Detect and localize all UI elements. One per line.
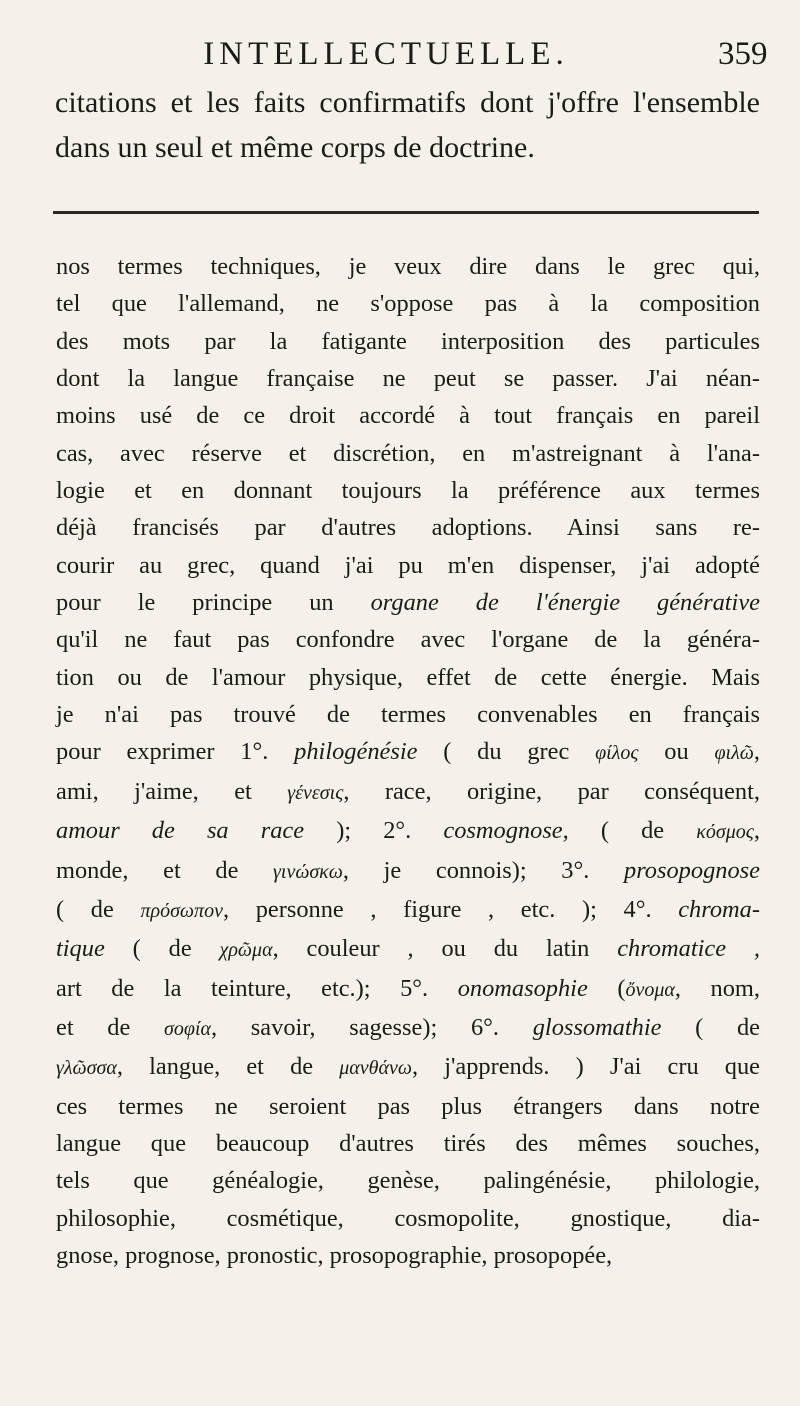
footnote-line — [56, 773, 760, 812]
footnote-line — [56, 970, 760, 1009]
italic-term: tique — [56, 935, 105, 963]
footnote-line: tion ou de l'amour physique, effet de cette énergie. Mais — [56, 663, 760, 691]
footnote-text: monde, et de — [56, 856, 239, 884]
greek-word: γινώσκω — [273, 860, 343, 883]
footnote-text: , savoir, sagesse); 6°. — [211, 1013, 500, 1041]
italic-term: onomasophie — [457, 974, 588, 1002]
greek-word: χρῶμα — [219, 939, 273, 962]
footnote-text: ( de — [695, 1013, 760, 1041]
italic-term: amour de sa race — [56, 817, 305, 845]
footnote-text: , — [753, 738, 760, 766]
footnote-line: des mots par la fatigante interposition des particules — [56, 327, 760, 355]
greek-word: φίλος — [595, 742, 639, 765]
footnote-line — [56, 812, 760, 851]
footnote-line: nos termes techniques, je veux dire dans le grec qui, — [56, 253, 760, 280]
footnote-text: art de la teinture, etc.); 5°. — [56, 974, 429, 1002]
footnote-line: tel que l'allemand, ne s'oppose pas à la composition — [56, 290, 760, 318]
footnote-text: ( de — [132, 935, 192, 963]
footnote-text: , nom, — [674, 974, 760, 1002]
italic-term: glossomathie — [532, 1013, 662, 1041]
footnote-text: pour le principe un — [56, 589, 334, 617]
footnote-line: langue que beaucoup d'autres tirés des mêmes souches, — [56, 1129, 760, 1157]
footnote-text: et de — [56, 1013, 131, 1041]
footnote-line — [56, 1048, 760, 1087]
footnote-text: , — [753, 817, 760, 845]
footnote-line: gnose, prognose, pronostic, prosopographie, prosopopée, — [56, 1241, 613, 1269]
footnote-text: , je connois); 3°. — [342, 856, 590, 884]
footnote-line — [56, 733, 760, 772]
greek-word: γλῶσσα — [56, 1057, 117, 1080]
footnote-line: logie et en donnant toujours la préférence aux termes — [56, 477, 760, 505]
italic-term: philogénésie — [294, 738, 418, 766]
footnote-line — [56, 891, 760, 930]
footnote-line: moins usé de ce droit accordé à tout français en pareil — [56, 402, 760, 430]
greek-word: κόσμος — [696, 821, 754, 844]
footnote-separator-rule — [53, 211, 759, 214]
italic-term: prosopognose — [624, 856, 760, 884]
main-text-paragraph: citations et les faits confirmatifs dont j'offre l'ensemble dans un seul et même corps de doctrine. — [55, 86, 760, 164]
italic-term: organe de l'énergie générative — [370, 589, 760, 617]
footnote-text: ( du grec — [443, 738, 570, 766]
italic-term: chroma- — [678, 895, 760, 923]
italic-term: chromatice , — [617, 935, 760, 963]
footnote-text: ); 2°. — [336, 817, 412, 845]
footnote-text: , couleur , ou du latin — [272, 935, 590, 963]
footnote-text: ( de — [600, 817, 665, 845]
footnote-line: philosophie, cosmétique, cosmopolite, gnostique, dia- — [56, 1204, 760, 1232]
footnote-text: pour exprimer 1°. — [56, 738, 269, 766]
italic-term: cosmognose, — [443, 817, 569, 845]
greek-word: πρόσωπον — [140, 899, 223, 922]
footnote-text: , personne , figure , etc. ); 4°. — [222, 895, 652, 923]
footnote-line — [56, 930, 760, 969]
page-number: 359 — [718, 36, 768, 72]
footnote-line: qu'il ne faut pas confondre avec l'organe de la généra- — [56, 626, 760, 654]
footnote-line: ces termes ne seroient pas plus étrangers dans notre — [56, 1092, 760, 1120]
footnote-line: cas, avec réserve et discrétion, en m'astreignant à l'ana- — [56, 439, 760, 467]
running-title: INTELLECTUELLE. — [203, 36, 569, 72]
footnote-text: ( de — [56, 895, 114, 923]
greek-word: σοφία — [164, 1017, 212, 1040]
footnote-text: , j'apprends. ) J'ai cru que — [411, 1053, 760, 1081]
footnote-text: , race, origine, par conséquent, — [343, 777, 760, 805]
greek-word: ὄνομα — [625, 978, 675, 1001]
footnote — [56, 248, 760, 1274]
footnote-line: courir au grec, quand j'ai pu m'en dispenser, j'ai adopté — [56, 551, 760, 579]
footnote-line: déjà francisés par d'autres adoptions. Ainsi sans re- — [56, 514, 760, 542]
footnote-text: ami, j'aime, et — [56, 777, 252, 805]
greek-word: φιλῶ — [714, 742, 754, 765]
footnote-line — [56, 1009, 760, 1048]
footnote-line: je n'ai pas trouvé de termes convenables en français — [56, 701, 760, 729]
footnote-text: ou — [664, 738, 689, 766]
greek-word: γένεσις — [287, 781, 344, 804]
footnote-line: dont la langue française ne peut se passer. J'ai néan- — [56, 365, 760, 393]
footnote-line — [56, 852, 760, 891]
footnote-text: ( — [617, 974, 626, 1002]
greek-word: μανθάνω — [339, 1057, 412, 1080]
footnote-text: , langue, et de — [116, 1053, 314, 1081]
footnote-line — [56, 584, 760, 621]
footnote-line: tels que généalogie, genèse, palingénésie, philologie, — [56, 1167, 760, 1195]
